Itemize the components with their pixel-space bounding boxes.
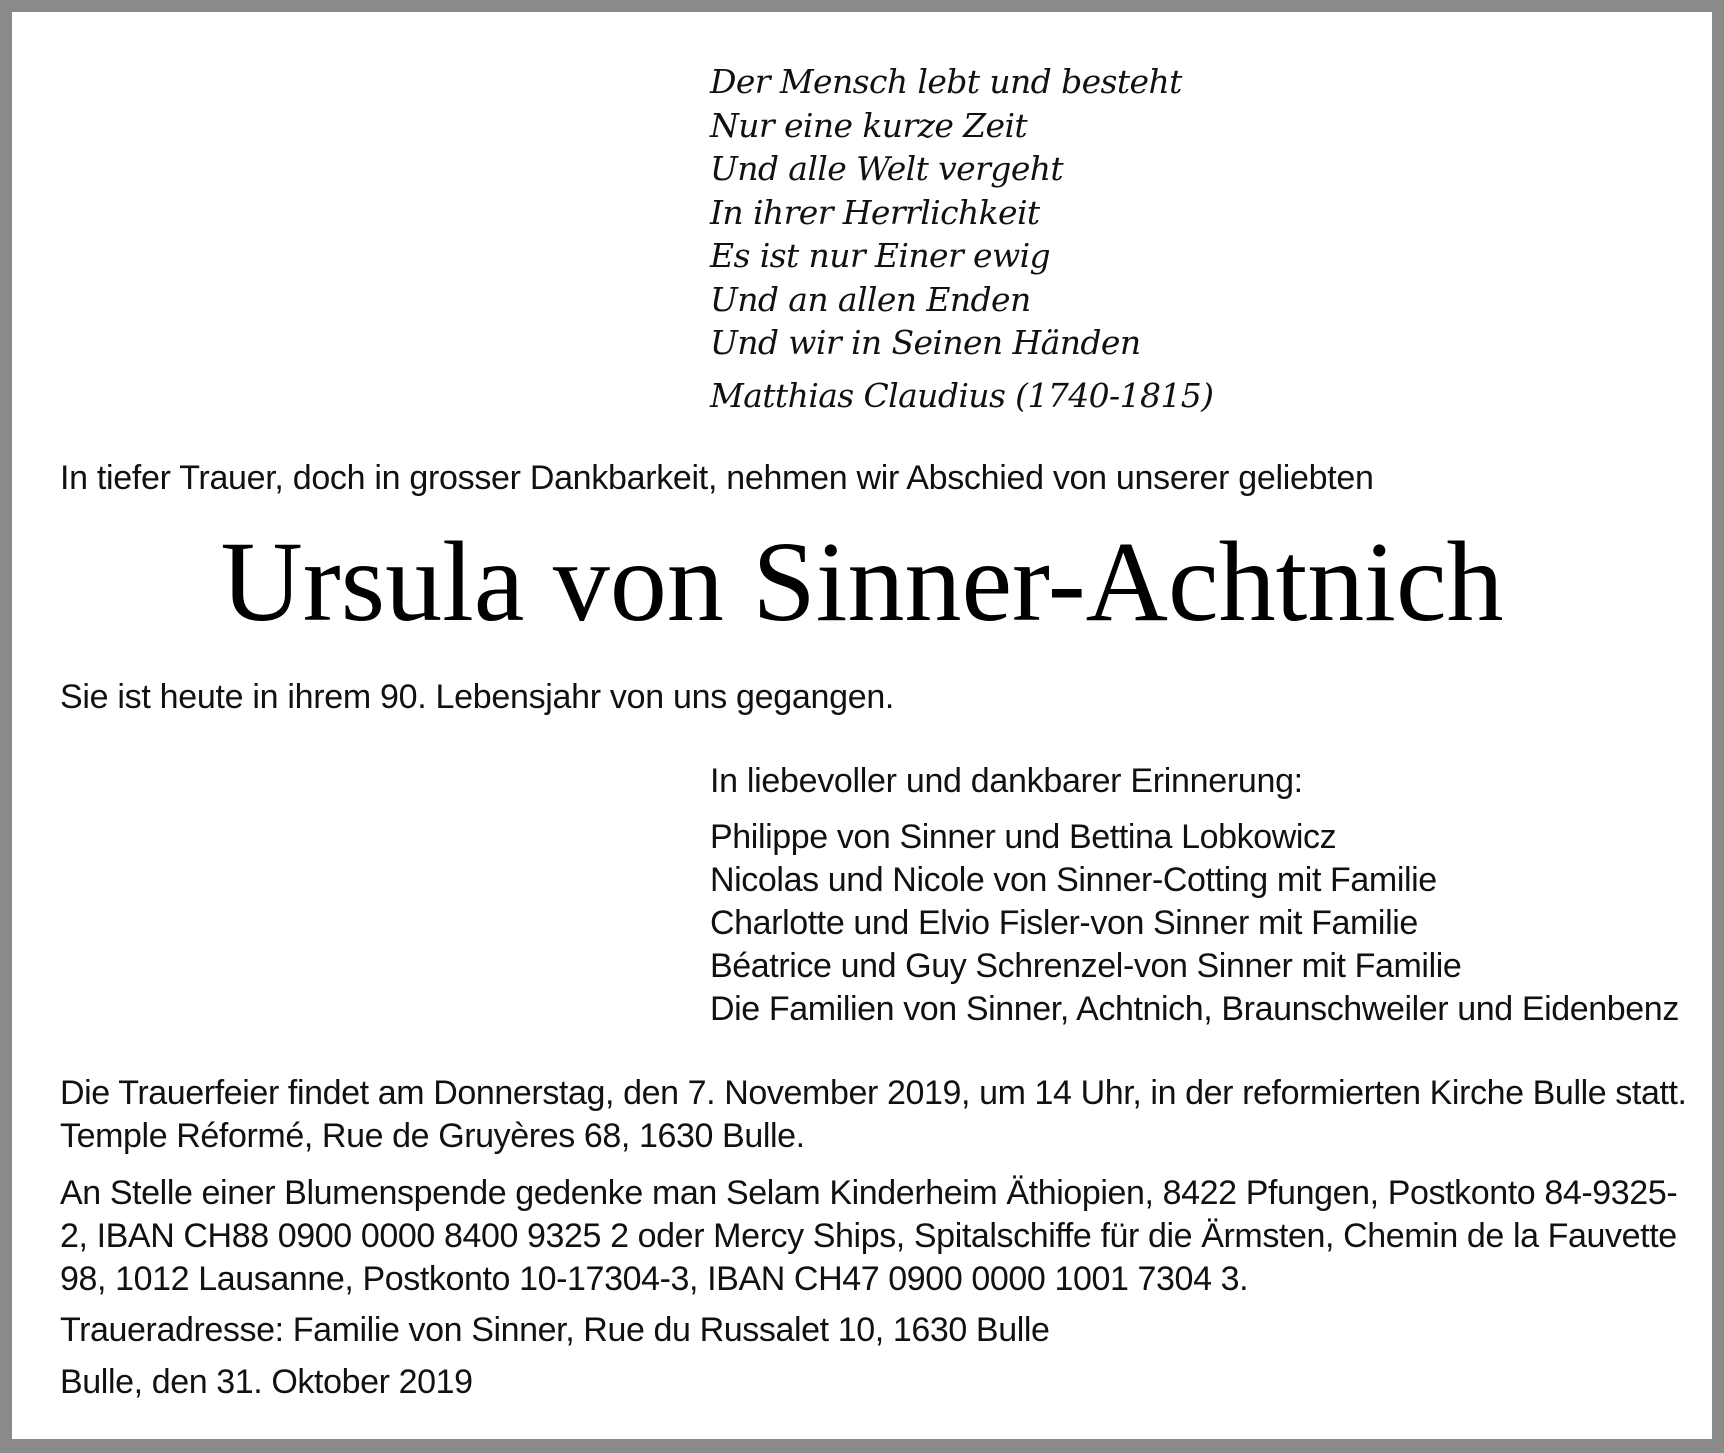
donation-line: 2, IBAN CH88 0900 0000 8400 9325 2 oder Mercy Ships, Spitalschiffe für die Ärmsten, Chemin de la Fauvette (60, 1217, 1677, 1255)
poem-line: Und wir in Seinen Händen (710, 323, 1141, 362)
donation-info (60, 1172, 1678, 1301)
poem-author: Matthias Claudius (1740-1815) (710, 376, 1214, 415)
funeral-line: Temple Réformé, Rue de Gruyères 68, 1630 Bulle. (60, 1117, 805, 1155)
funeral-line: Die Trauerfeier findet am Donnerstag, den 7. November 2019, um 14 Uhr, in der reformierten Kirche Bulle statt. (60, 1074, 1687, 1112)
poem-line: Und alle Welt vergeht (710, 149, 1064, 188)
memory-heading: In liebevoller und dankbarer Erinnerung: (710, 762, 1303, 800)
mourning-address: Traueradresse: Familie von Sinner, Rue du Russalet 10, 1630 Bulle (60, 1311, 1050, 1349)
family-member-line: Béatrice und Guy Schrenzel-von Sinner mit Familie (710, 947, 1462, 985)
poem-line: In ihrer Herrlichkeit (710, 192, 1040, 232)
poem-line: Und an allen Enden (710, 279, 1031, 319)
donation-line: An Stelle einer Blumenspende gedenke man Selam Kinderheim Äthiopien, 8422 Pfungen, Postkonto 84-9325- (60, 1174, 1678, 1212)
funeral-info (60, 1072, 1687, 1158)
obituary-page (12, 12, 1712, 1439)
family-member-line: Philippe von Sinner und Bettina Lobkowicz (710, 818, 1337, 856)
poem-line: Nur eine kurze Zeit (710, 105, 1028, 145)
poem-line: Der Mensch lebt und besteht (710, 62, 1182, 101)
family-member-line: Charlotte und Elvio Fisler-von Sinner mit Familie (710, 904, 1418, 942)
poem-line: Es ist nur Einer ewig (710, 236, 1051, 275)
family-list (710, 816, 1679, 1031)
family-member-line: Die Familien von Sinner, Achtnich, Braunschweiler und Eidenbenz (710, 990, 1679, 1028)
age-statement: Sie ist heute in ihrem 90. Lebensjahr von uns gegangen. (60, 678, 895, 716)
family-member-line: Nicolas und Nicole von Sinner-Cotting mit Familie (710, 861, 1437, 899)
poem (710, 60, 1182, 365)
place-date: Bulle, den 31. Oktober 2019 (60, 1363, 473, 1401)
deceased-name: Ursula von Sinner-Achtnich (220, 518, 1504, 645)
donation-line: 98, 1012 Lausanne, Postkonto 10-17304-3, IBAN CH47 0900 0000 1001 7304 3. (60, 1260, 1249, 1298)
intro-text: In tiefer Trauer, doch in grosser Dankbarkeit, nehmen wir Abschied von unserer geliebten (60, 459, 1374, 497)
